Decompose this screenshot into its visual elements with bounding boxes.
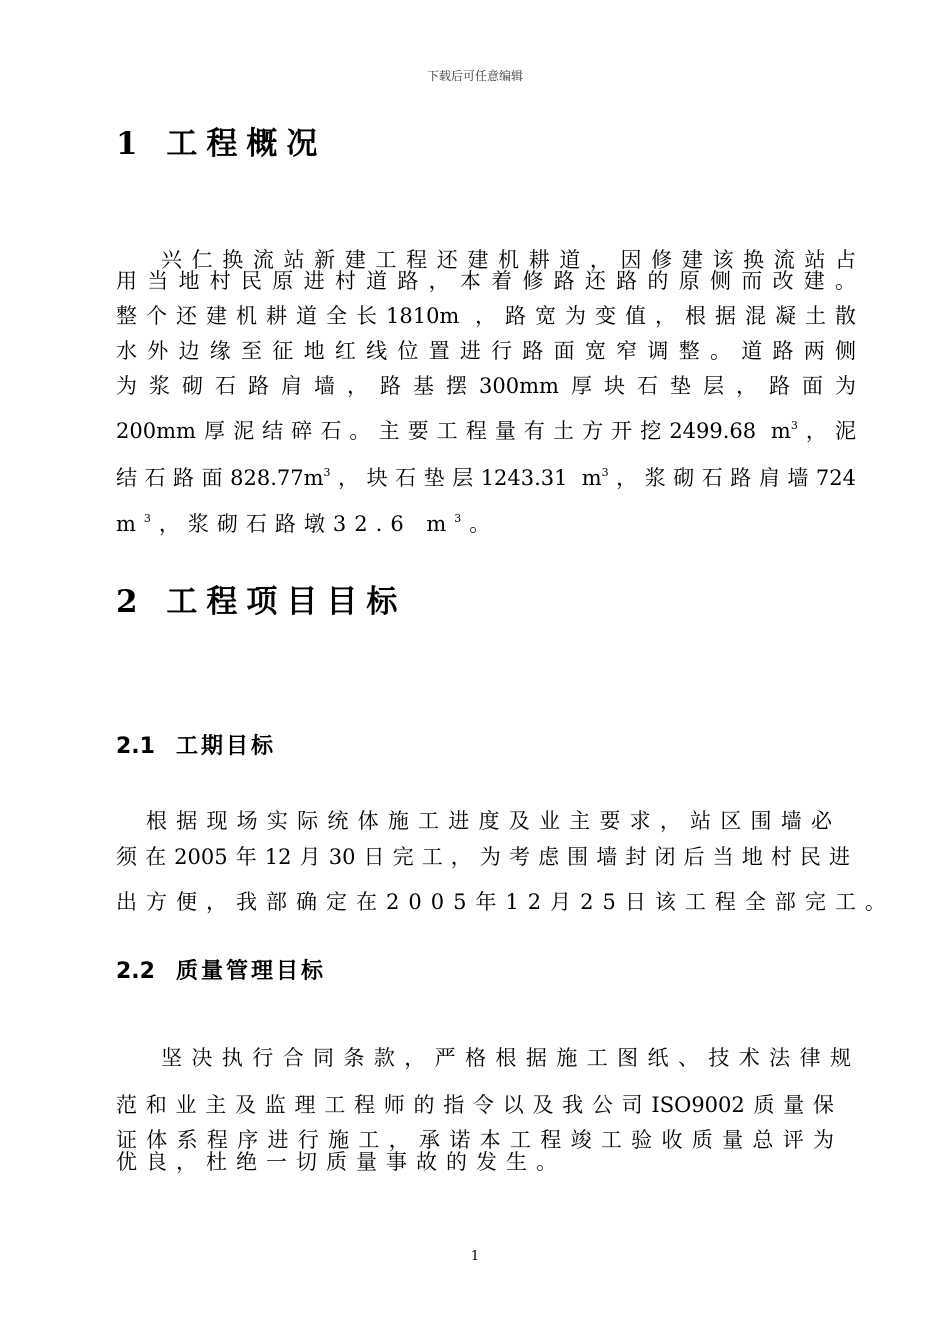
quantity-text: 结石路面828.77m <box>116 466 324 490</box>
quantity-text: 。 <box>469 512 499 536</box>
section-1-line: 为浆砌石路肩墙，路基摆300mm厚块石垫层，路面为 <box>116 374 856 398</box>
section-1-line: 用当地村民原进村道路，本着修路还路的原侧而改建。 <box>116 269 856 293</box>
quantity-text: ，泥 <box>797 419 856 443</box>
subsection-2-1-line: 出方便，我部确定在2005年12月25日该工程全部完工。 <box>116 890 895 914</box>
subsection-2-2-line: 优良，杜绝一切质量事故的发生。 <box>116 1150 566 1174</box>
superscript-3: 3 <box>454 512 470 525</box>
section-1-heading: 1 工程概况 <box>116 126 327 162</box>
quantity-text: ，浆砌石路肩墙724 <box>608 466 856 490</box>
section-1-line-quantities <box>116 508 856 538</box>
section-1-line: 水外边缘至征地红线位置进行路面宽窄调整。道路两侧 <box>116 339 856 363</box>
subsection-2-1-heading <box>116 729 276 760</box>
section-1-line-quantities <box>116 415 856 445</box>
subsection-2-2-line: 证体系程序进行施工，承诺本工程竣工验收质量总评为 <box>116 1128 834 1152</box>
superscript-3: 3 <box>143 512 159 525</box>
section-1-line-quantities <box>116 462 856 492</box>
header-note: 下载后可任意编辑 <box>426 69 523 83</box>
subsection-number: 2.2 <box>116 959 155 984</box>
subsection-title: 工期目标 <box>176 734 277 759</box>
subsection-2-1-line: 根据现场实际统体施工进度及业主要求，站区围墙必 <box>146 809 832 833</box>
subsection-2-1-line: 须在2005年12月30日完工，为考虑围墙封闭后当地村民进 <box>116 845 850 869</box>
page-number: 1 <box>470 1249 480 1264</box>
quantity-text: ，块石垫层1243.31 m <box>330 466 602 490</box>
subsection-2-2-heading <box>116 954 326 985</box>
subsection-number: 2.1 <box>116 734 155 759</box>
quantity-text: 200mm厚泥结碎石。主要工程量有土方开挖2499.68 m <box>116 419 791 443</box>
section-1-line: 整个还建机耕道全长1810m ，路宽为变值，根据混凝土散 <box>116 304 856 328</box>
section-1-line: 兴仁换流站新建工程还建机耕道，因修建该换流站占 <box>161 248 856 272</box>
superscript-3: 3 <box>601 466 609 479</box>
subsection-title: 质量管理目标 <box>176 959 327 984</box>
superscript-3: 3 <box>323 466 331 479</box>
superscript-3: 3 <box>790 419 798 432</box>
quantity-text: m <box>116 512 144 536</box>
subsection-2-2-line: 范和业主及监理工程师的指令以及我公司ISO9002质量保 <box>116 1093 834 1117</box>
quantity-text: ，浆砌石路墩32.6 m <box>158 512 455 536</box>
section-2-heading: 2 工程项目目标 <box>116 584 407 620</box>
subsection-2-2-line: 坚决执行合同条款，严格根据施工图纸、技术法律规 <box>161 1046 851 1070</box>
